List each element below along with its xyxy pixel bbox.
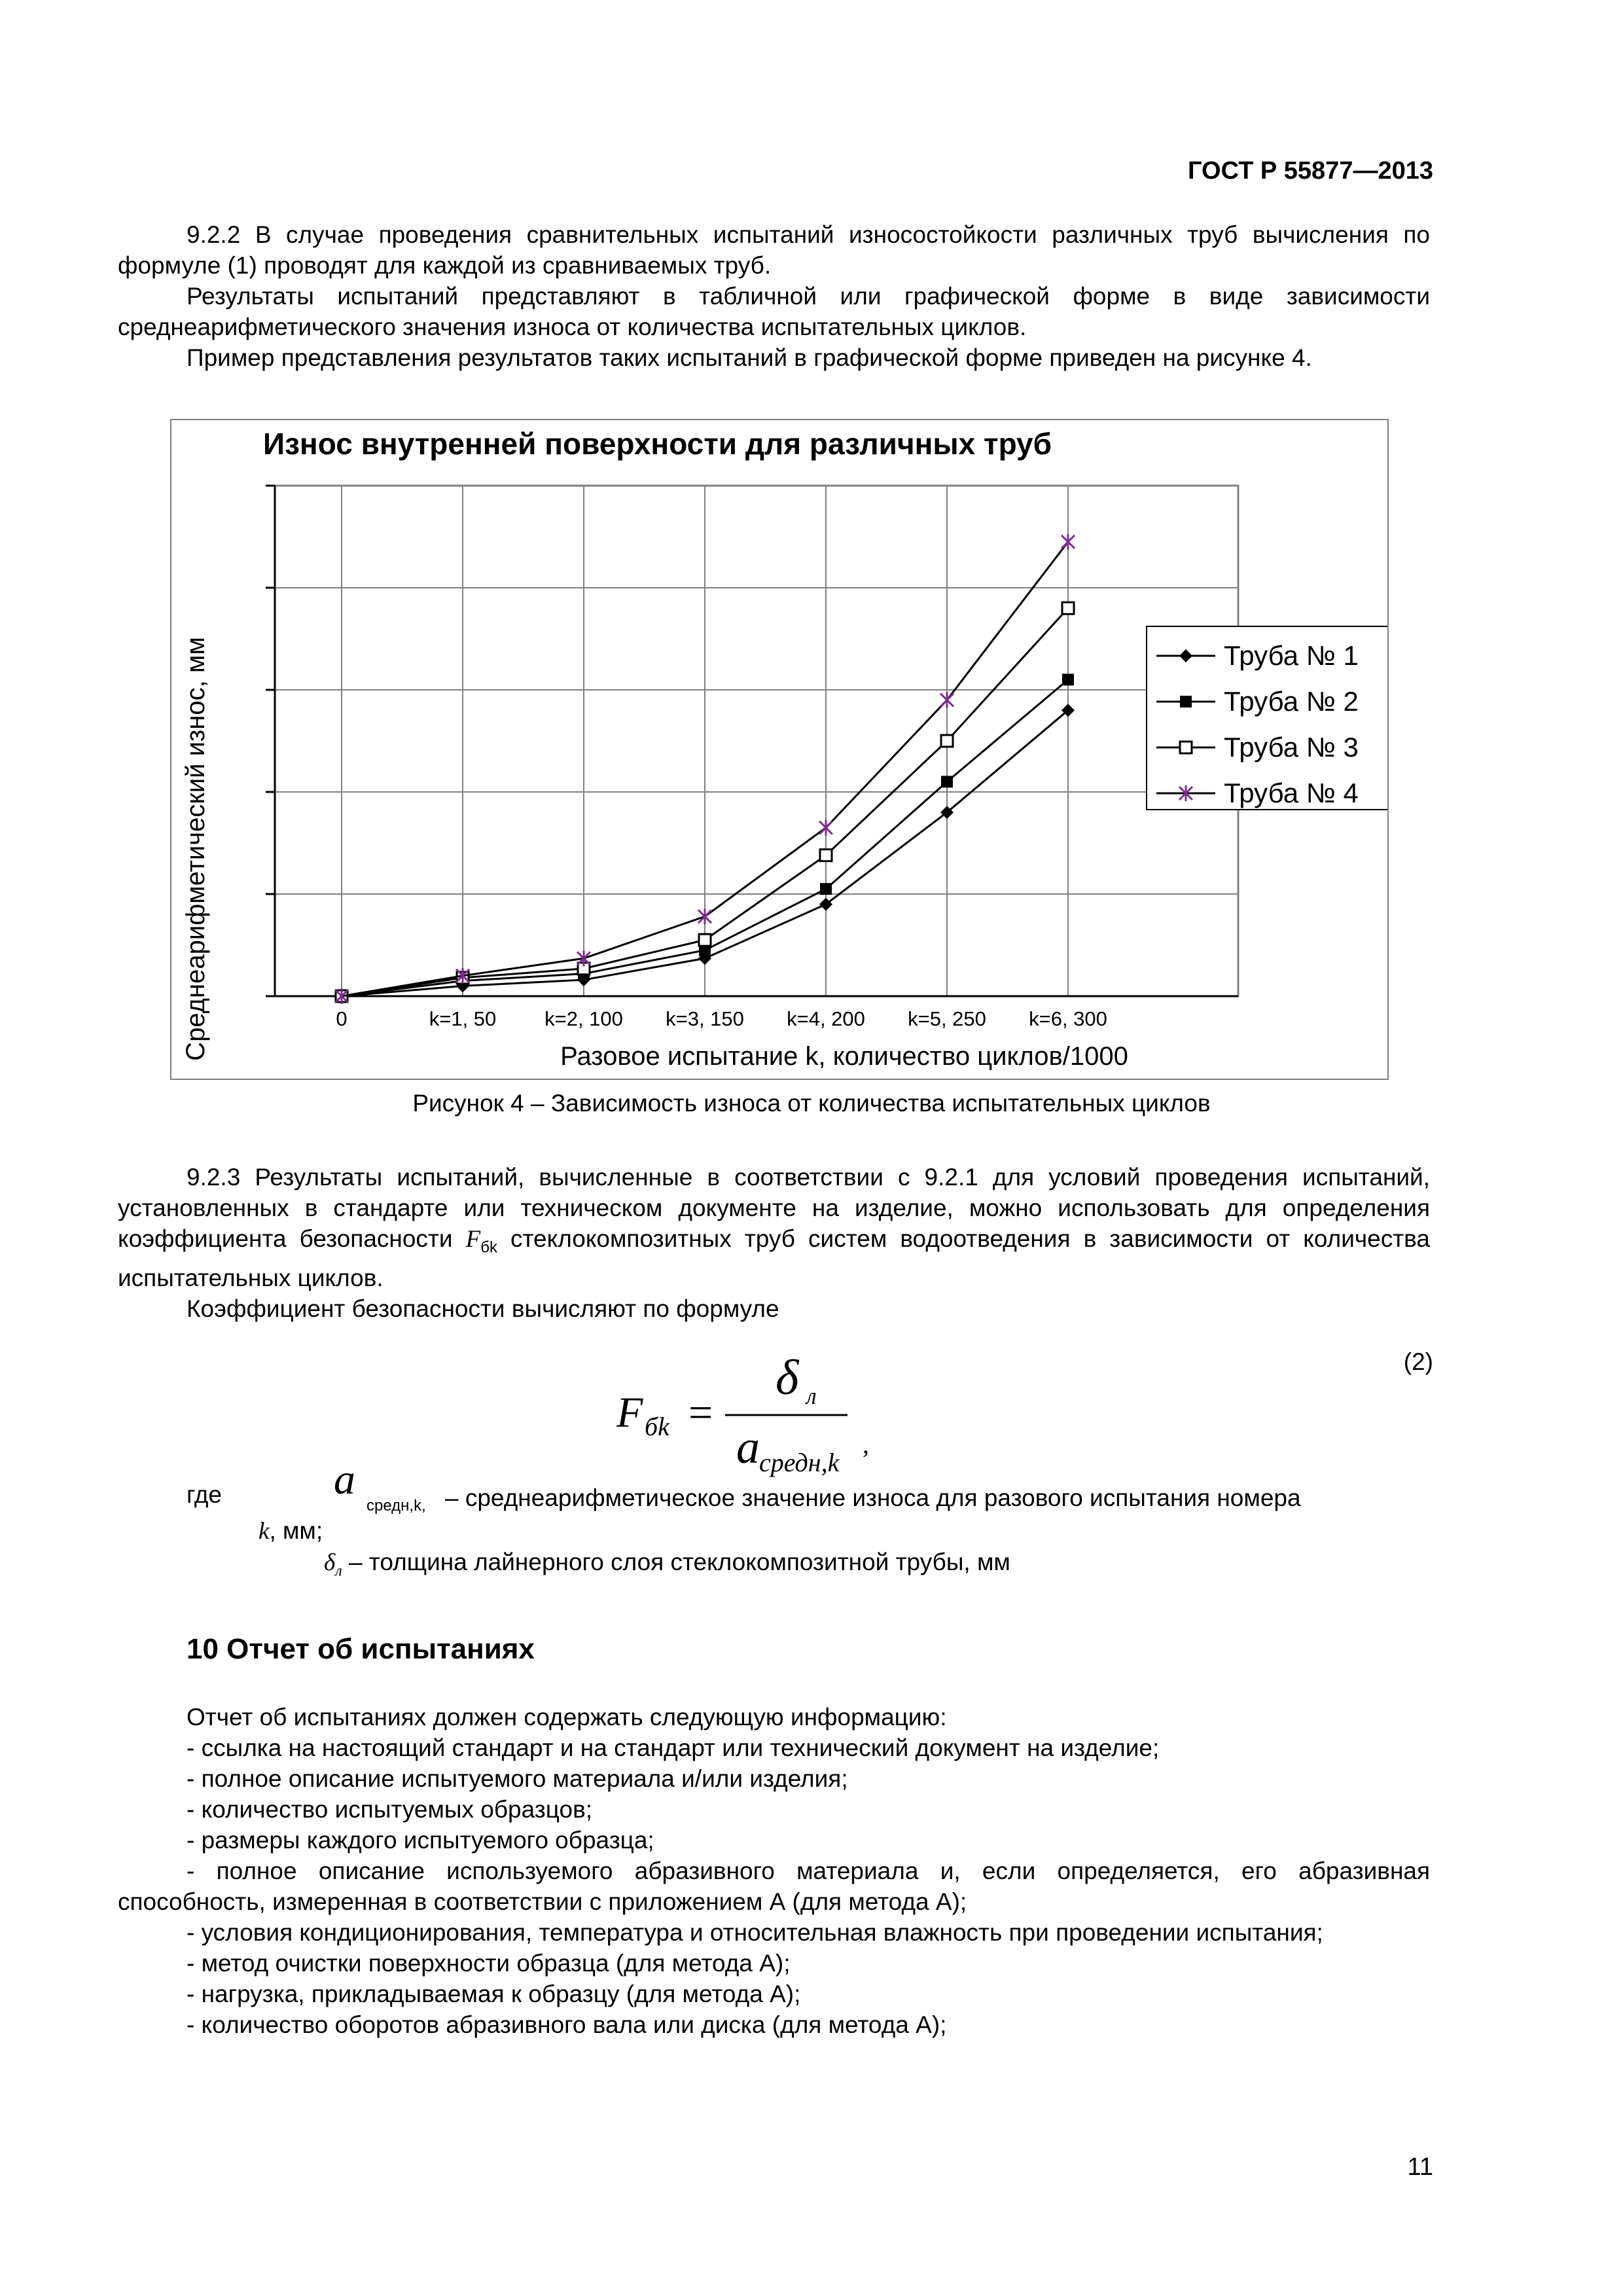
where-label: где [187, 1481, 223, 1508]
list-item: Отчет об испытаниях должен содержать следующую информацию: [187, 1704, 947, 1731]
data-point [941, 735, 953, 747]
legend-label: Труба № 4 [1224, 778, 1359, 808]
formula-lhs: F [616, 1389, 643, 1437]
y-axis-label-line1: Среднеарифметический износ, мм [181, 637, 210, 1061]
data-point [1062, 673, 1074, 685]
formula-numerator: δ [776, 1350, 799, 1405]
data-point [698, 908, 711, 924]
chart-grid [275, 486, 1238, 996]
formula-lhs-sub: бk [645, 1412, 669, 1441]
safety-factor-symbol: F [465, 1226, 481, 1253]
x-tick-label: 0 [336, 1007, 348, 1030]
list-item: - условия кондиционирования, температура и относительная влажность при проведении испытания; [187, 1919, 1323, 1946]
plot-area-border [275, 486, 1238, 996]
figure-caption: Рисунок 4 – Зависимость износа от количества испытательных циклов [412, 1090, 1211, 1117]
formula-equals: = [688, 1389, 713, 1437]
chart-legend [1147, 626, 1387, 810]
x-tick-label: k=2, 100 [544, 1007, 623, 1030]
a-subscript: средн,k, [366, 1497, 426, 1515]
paragraph-formula-intro: Коэффициент безопасности вычисляют по формуле [187, 1295, 779, 1323]
chart-axes [266, 486, 1238, 996]
x-tick-label: k=5, 250 [908, 1007, 986, 1030]
report-requirements-list [118, 1702, 1430, 2040]
data-point [699, 934, 711, 946]
list-item: - полное описание используемого абразивного материала и, если определяется, его абразивная способность, измеренная в соответствии с приложением А (для метода А); [118, 1857, 1430, 1915]
list-item: - полное описание испытуемого материала и/или изделия; [187, 1765, 848, 1792]
formula-denominator: a [736, 1421, 760, 1473]
section-10-title: 10 Отчет об испытаниях [187, 1633, 535, 1665]
list-item: - размеры каждого испытуемого образца; [187, 1827, 654, 1854]
list-item: - количество оборотов абразивного вала или диска (для метода А); [187, 2011, 947, 2038]
safety-factor-subscript: бk [480, 1238, 497, 1257]
legend-label: Труба № 1 [1224, 640, 1359, 671]
x-tick-label: k=4, 200 [787, 1007, 865, 1030]
paragraph-9-2-3-part2: стеклокомпозитных труб систем водоотведения в зависимости от количества испытательных циклов. [118, 1225, 1430, 1292]
chart-title: Износ внутренней поверхности для различных труб [263, 427, 1052, 461]
legend-label: Труба № 3 [1224, 732, 1359, 762]
paragraph-9-2-3 [118, 1162, 1430, 1293]
a-symbol: a [334, 1456, 355, 1503]
x-tick-label: k=1, 50 [429, 1007, 497, 1030]
legend-label: Труба № 2 [1224, 686, 1359, 717]
legend-marker [1180, 696, 1192, 708]
figure-4-chart-frame [170, 419, 1389, 1080]
formula-numerator-sub: л [806, 1383, 817, 1409]
paragraph-9-2-3-block [118, 1162, 1430, 1324]
delta-subscript: л [335, 1562, 342, 1580]
k-units: , мм; [269, 1517, 323, 1544]
data-point [1061, 534, 1075, 550]
legend-marker [1180, 742, 1192, 753]
list-item: - ссылка на настоящий стандарт и на стандарт или технический документ на изделие; [187, 1734, 1160, 1761]
paragraph-example: Пример представления результатов таких испытаний в графической форме приведен на рисунке 4. [187, 344, 1312, 371]
x-tick-label: k=6, 300 [1029, 1007, 1107, 1030]
formula-explanation [118, 1456, 1430, 1587]
data-point [1062, 602, 1074, 614]
list-item: - метод очистки поверхности образца (для метода А); [187, 1950, 791, 1977]
x-tick-label: k=3, 150 [666, 1007, 744, 1030]
data-point [820, 850, 832, 861]
list-item: - нагрузка, прикладываемая к образцу (для метода А); [187, 1981, 801, 2007]
formula-2 [615, 1329, 903, 1479]
data-point [820, 883, 832, 895]
delta-symbol: δ [324, 1549, 336, 1576]
formula-trailing-comma: , [863, 1429, 869, 1459]
k-symbol: k [259, 1518, 270, 1545]
page-number: 11 [1407, 2153, 1433, 2181]
delta-description: – толщина лайнерного слоя стеклокомпозитной трубы, мм [342, 1549, 1010, 1575]
a-description: – среднеарифметическое значение износа для разового испытания номера [445, 1484, 1301, 1511]
data-point [940, 692, 954, 708]
paragraph-9-2-3-part1: 9.2.3 Результаты испытаний, вычисленные в соответствии с 9.2.1 для условий проведения испытаний, установленных в стандарте или техническом документе на изделие, можно использовать для определения коэффициента безопасности [118, 1164, 1430, 1252]
list-item: - количество испытуемых образцов; [187, 1796, 593, 1823]
data-point [819, 820, 832, 836]
wear-chart [171, 420, 1387, 1079]
paragraph-results: Результаты испытаний представляют в табличной или графической форме в виде зависимости среднеарифметического значения износа от количества испытательных циклов. [118, 283, 1430, 340]
formula-number: (2) [1403, 1348, 1433, 1375]
intro-paragraphs [118, 219, 1430, 373]
data-point [941, 776, 953, 787]
formula-denominator-sub: средн,k [759, 1448, 840, 1477]
standard-header: ГОСТ Р 55877—2013 [1188, 157, 1433, 185]
x-axis-label: Разовое испытание k, количество циклов/1000 [560, 1042, 1128, 1071]
paragraph-9-2-2: 9.2.2 В случае проведения сравнительных испытаний износостойкости различных труб вычисления по формуле (1) проводят для каждой из сравниваемых труб. [118, 221, 1430, 279]
x-tick-labels [336, 1007, 1107, 1030]
